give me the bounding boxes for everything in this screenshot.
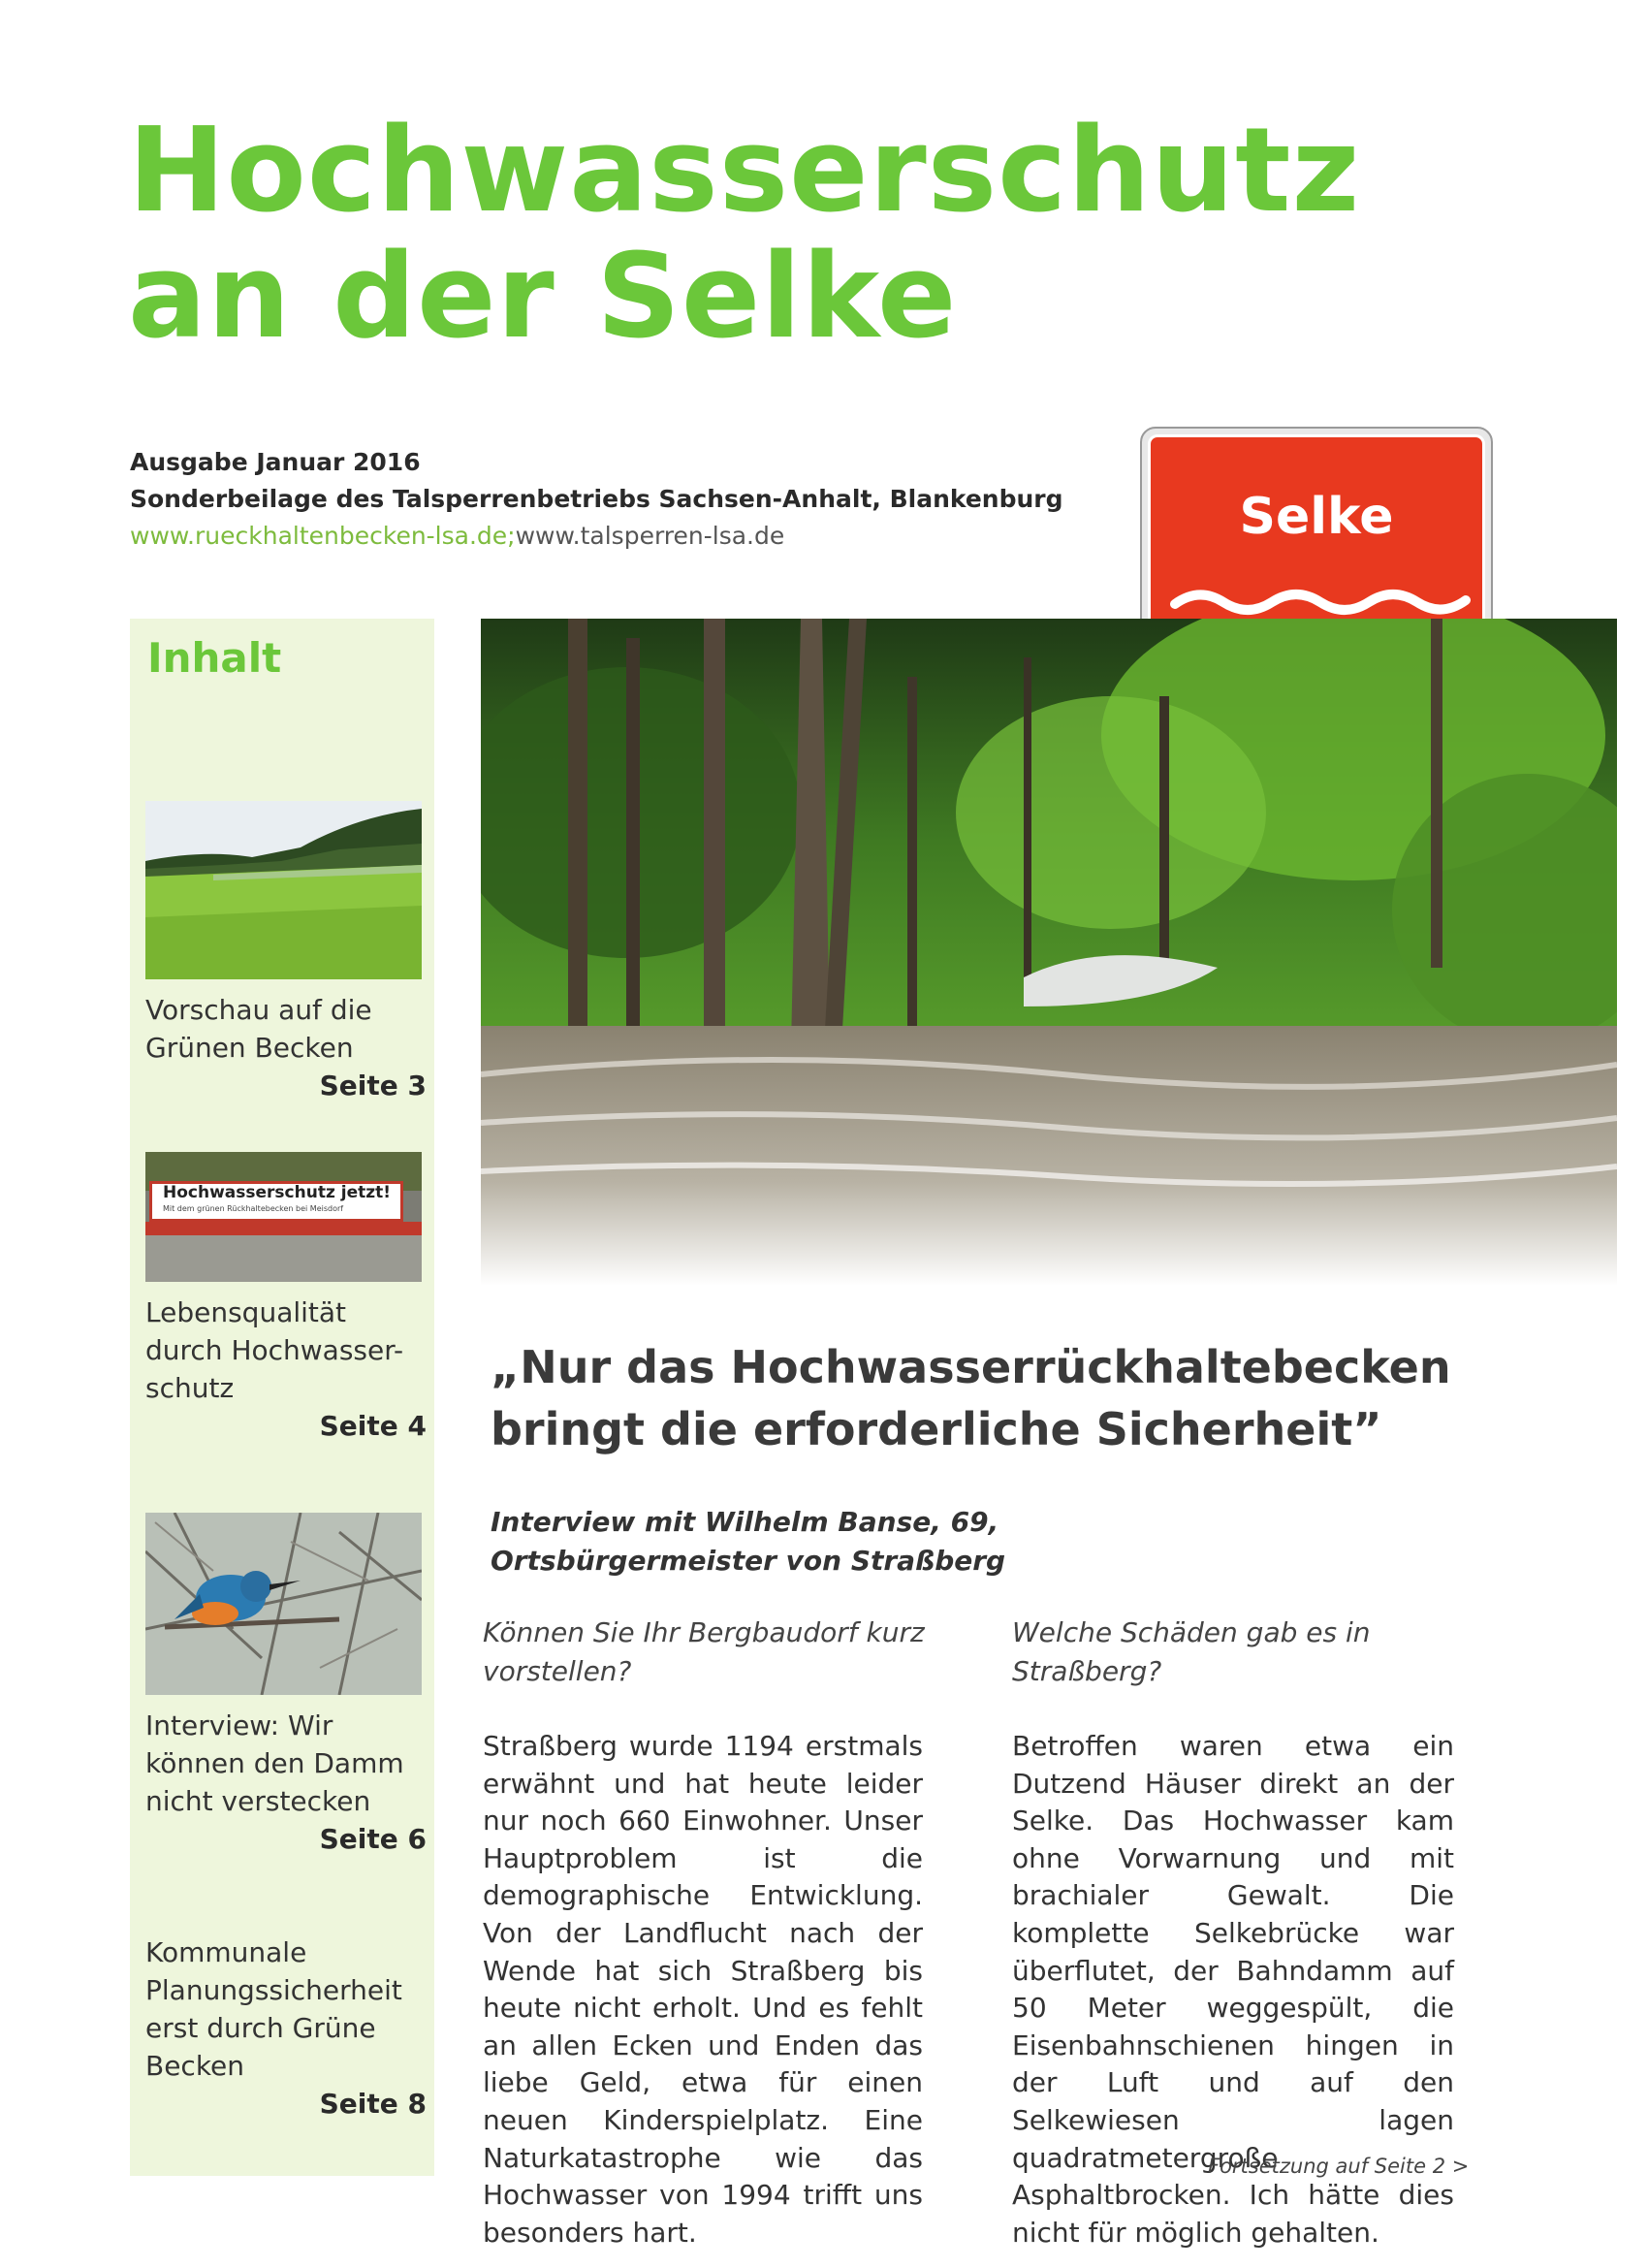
toc-item-1-text: Vorschau auf die Grünen Becken	[145, 994, 372, 1064]
toc-item-4-text: Kommunale Planungssicherheit erst durch Grüne Becken	[145, 1936, 402, 2082]
question-2: Welche Schäden gab es in Straßberg?	[1012, 1616, 1371, 1687]
toc-thumbnail-banner	[145, 1152, 422, 1282]
toc-item-4[interactable]	[145, 1933, 427, 2123]
interview-intro	[491, 1503, 1005, 1581]
continued-on-page-link[interactable]: Fortsetzung auf Seite 2 >	[1208, 2155, 1470, 2178]
toc-item-2-text: Lebensqualität durch Hochwasser-schutz	[145, 1296, 404, 1404]
toc-item-1-page: Seite 3	[319, 1070, 427, 1102]
toc-item-3-text: Interview: Wir können den Damm nicht verstecken	[145, 1709, 404, 1817]
banner-title: Hochwasserschutz jetzt!	[163, 1183, 392, 1202]
title-line-2: an der Selke	[128, 230, 958, 365]
title-line-1: Hochwasserschutz	[128, 104, 1361, 239]
toc-thumbnail-meadow	[145, 801, 422, 979]
sign-label: Selke	[1239, 488, 1394, 546]
article-headline	[491, 1336, 1557, 1460]
website-links	[130, 518, 1063, 555]
toc-item-1[interactable]	[145, 991, 427, 1104]
headline-line-2: bringt die erforderliche Sicherheit”	[491, 1403, 1382, 1455]
newsletter-title	[128, 104, 1361, 365]
answer-1: Straßberg wurde 1194 erstmals erwähnt und hat heute leider nur noch 660 Einwohner. Unser Hauptproblem ist die demographische Entwicklung. Von der Landflucht nach der Wende hat sich Straßberg bis heute nicht erholt. Und es fehlt an allen Ecken und Enden das liebe Geld, etwa für einen neuen Kinderspielplatz. Eine Naturkatastrophe wie das Hochwasser von 1994 trifft uns besonders hart.	[483, 1730, 923, 2249]
publisher-line: Sonderbeilage des Talsperrenbetriebs Sachsen-Anhalt, Blankenburg	[130, 485, 1063, 513]
question-1: Können Sie Ihr Bergbaudorf kurz vorstellen?	[483, 1616, 925, 1687]
sign-panel	[1148, 434, 1485, 648]
answer-2: Betroffen waren etwa ein Dutzend Häuser direkt an der Selke. Das Hochwasser kam ohne Vorwarnung und mit brachialer Gewalt. Die komplette Selkebrücke war überflutet, der Bahndamm auf 50 Meter weggespült, die Eisenbahnschienen hingen in der Luft und auf den Selkewiesen lagen quadratmetergroße Asphaltbrocken. Ich hätte dies nicht für möglich gehalten.	[1012, 1730, 1454, 2249]
toc-item-2[interactable]	[145, 1294, 427, 1445]
wave-icon	[1170, 583, 1471, 622]
toc-item-2-page: Seite 4	[319, 1410, 427, 1442]
issue-date: Ausgabe Januar 2016	[130, 448, 421, 476]
intro-line-1: Interview mit Wilhelm Banse, 69,	[491, 1506, 999, 1538]
link-talsperren[interactable]: www.talsperren-lsa.de	[515, 522, 785, 550]
banner-subtitle: Mit dem grünen Rückhaltebecken bei Meisdorf	[163, 1204, 344, 1213]
toc-item-3-page: Seite 6	[319, 1823, 427, 1855]
toc-item-3[interactable]	[145, 1707, 427, 1858]
river-forest-photo	[481, 619, 1617, 1286]
toc-heading: Inhalt	[147, 634, 282, 682]
toc-item-4-page: Seite 8	[319, 2088, 427, 2120]
issue-meta	[130, 444, 1063, 555]
intro-line-2: Ortsbürgermeister von Straßberg	[491, 1545, 1006, 1577]
link-rueckhaltebecken[interactable]: www.rueckhaltenbecken-lsa.de;	[130, 522, 516, 550]
headline-line-1: „Nur das Hochwasserrückhaltebecken	[491, 1341, 1451, 1393]
toc-thumbnail-kingfisher	[145, 1513, 422, 1695]
